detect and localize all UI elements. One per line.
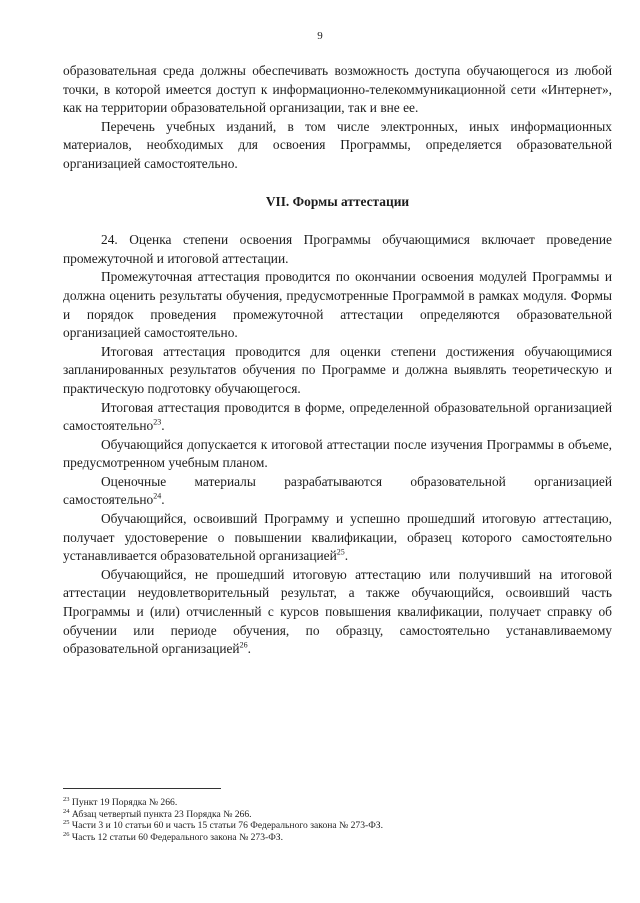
footnote-item (63, 809, 612, 821)
footnote-ref-23[interactable]: 23 (153, 417, 162, 427)
footnote-item (63, 797, 612, 809)
paragraph-text: Итоговая аттестация проводится в форме, определенной образовательной организацией самостоятельно (63, 399, 612, 434)
footnote-item (63, 832, 612, 844)
paragraph-tail: . (247, 641, 251, 657)
paragraph-text: Оценочные материалы разрабатываются образовательной организацией самостоятельно (63, 473, 612, 508)
paragraph-text: Промежуточная аттестация проводится по окончании освоения модулей Программы и должна оценить результаты обучения, предусмотренные Программой в рамках модуля. Формы и порядок проведения промежуточной аттестации определяются образовательной организацией самостоятельно. (63, 269, 612, 341)
footnote-item (63, 820, 612, 832)
document-body (63, 62, 612, 659)
paragraph-text: Обучающийся, освоивший Программу и успешно прошедший итоговую аттестацию, получает удостоверение о повышении квалификации, образец которого самостоятельно устанавливается образовательной организацией (63, 511, 612, 564)
paragraph-continuation: образовательная среда должны обеспечивать возможность доступа обучающегося из любой точки, в которой имеется доступ к информационно-телекоммуникационной сети «Интернет», как на территории образовательной организации, так и вне ее. (63, 63, 612, 116)
paragraph-final-attestation-purpose (63, 343, 612, 399)
paragraph-tail: . (344, 548, 349, 564)
footnote-ref-26[interactable]: 26 (239, 640, 248, 650)
footnote-number: 26 (63, 830, 70, 838)
footnote-number: 25 (63, 819, 70, 826)
paragraph-tail: . (161, 418, 165, 434)
footnote-text: Часть 12 статьи 60 Федерального закона № 273-ФЗ. (71, 831, 283, 843)
footnote-ref-24[interactable]: 24 (153, 492, 162, 501)
paragraph-item-24 (63, 231, 612, 268)
paragraph-text: 24. Оценка степени освоения Программы обучающимися включает проведение промежуточной и итоговой аттестации. (63, 232, 612, 266)
footnote-divider (63, 788, 221, 789)
footnotes (63, 797, 612, 843)
paragraph-reference-certificate (63, 566, 612, 659)
footnote-text: Пункт 19 Порядка № 266. (71, 797, 178, 808)
footnote-text: Абзац четвертый пункта 23 Порядка № 266. (71, 808, 252, 820)
paragraph-text: Обучающийся, не прошедший итоговую аттестацию или получивший на итоговой аттестации неудовлетворительный результат, а также обучающийся, освоивший часть Программы и (или) отчисленный с курсов повышения квалификации, получает справку об обучении или периоде обучения, по образцу, самостоятельно устанавливаемому образовательной организацией (63, 566, 612, 657)
paragraph-intermediate-attestation (63, 268, 612, 342)
footnote-ref-25[interactable]: 25 (336, 547, 345, 557)
paragraph-admission (63, 436, 612, 473)
section-heading: VII. Формы аттестации (265, 193, 410, 209)
page-number: 9 (317, 30, 323, 42)
paragraph-study-materials: Перечень учебных изданий, в том числе электронных, иных информационных материалов, необходимых для освоения Программы, определяется образовательной организацией самостоятельно. (63, 118, 612, 171)
paragraph-text: Обучающийся допускается к итоговой аттестации после изучения Программы в объеме, предусмотренном учебным планом. (63, 436, 612, 471)
paragraph-text: Итоговая аттестация проводится для оценки степени достижения обучающимися запланированных результатов обучения по Программе и должна выявлять теоретическую и практическую подготовку обучающегося. (63, 343, 612, 396)
footnote-text: Части 3 и 10 статьи 60 и часть 15 статьи 76 Федерального закона № 273-ФЗ. (71, 820, 383, 832)
paragraph-final-attestation-form (63, 399, 612, 436)
footnote-number: 24 (63, 807, 70, 815)
footnote-number: 23 (63, 795, 70, 803)
paragraph-certificate (63, 510, 612, 566)
paragraph-tail: . (161, 492, 165, 508)
paragraph-assessment-materials (63, 473, 612, 510)
